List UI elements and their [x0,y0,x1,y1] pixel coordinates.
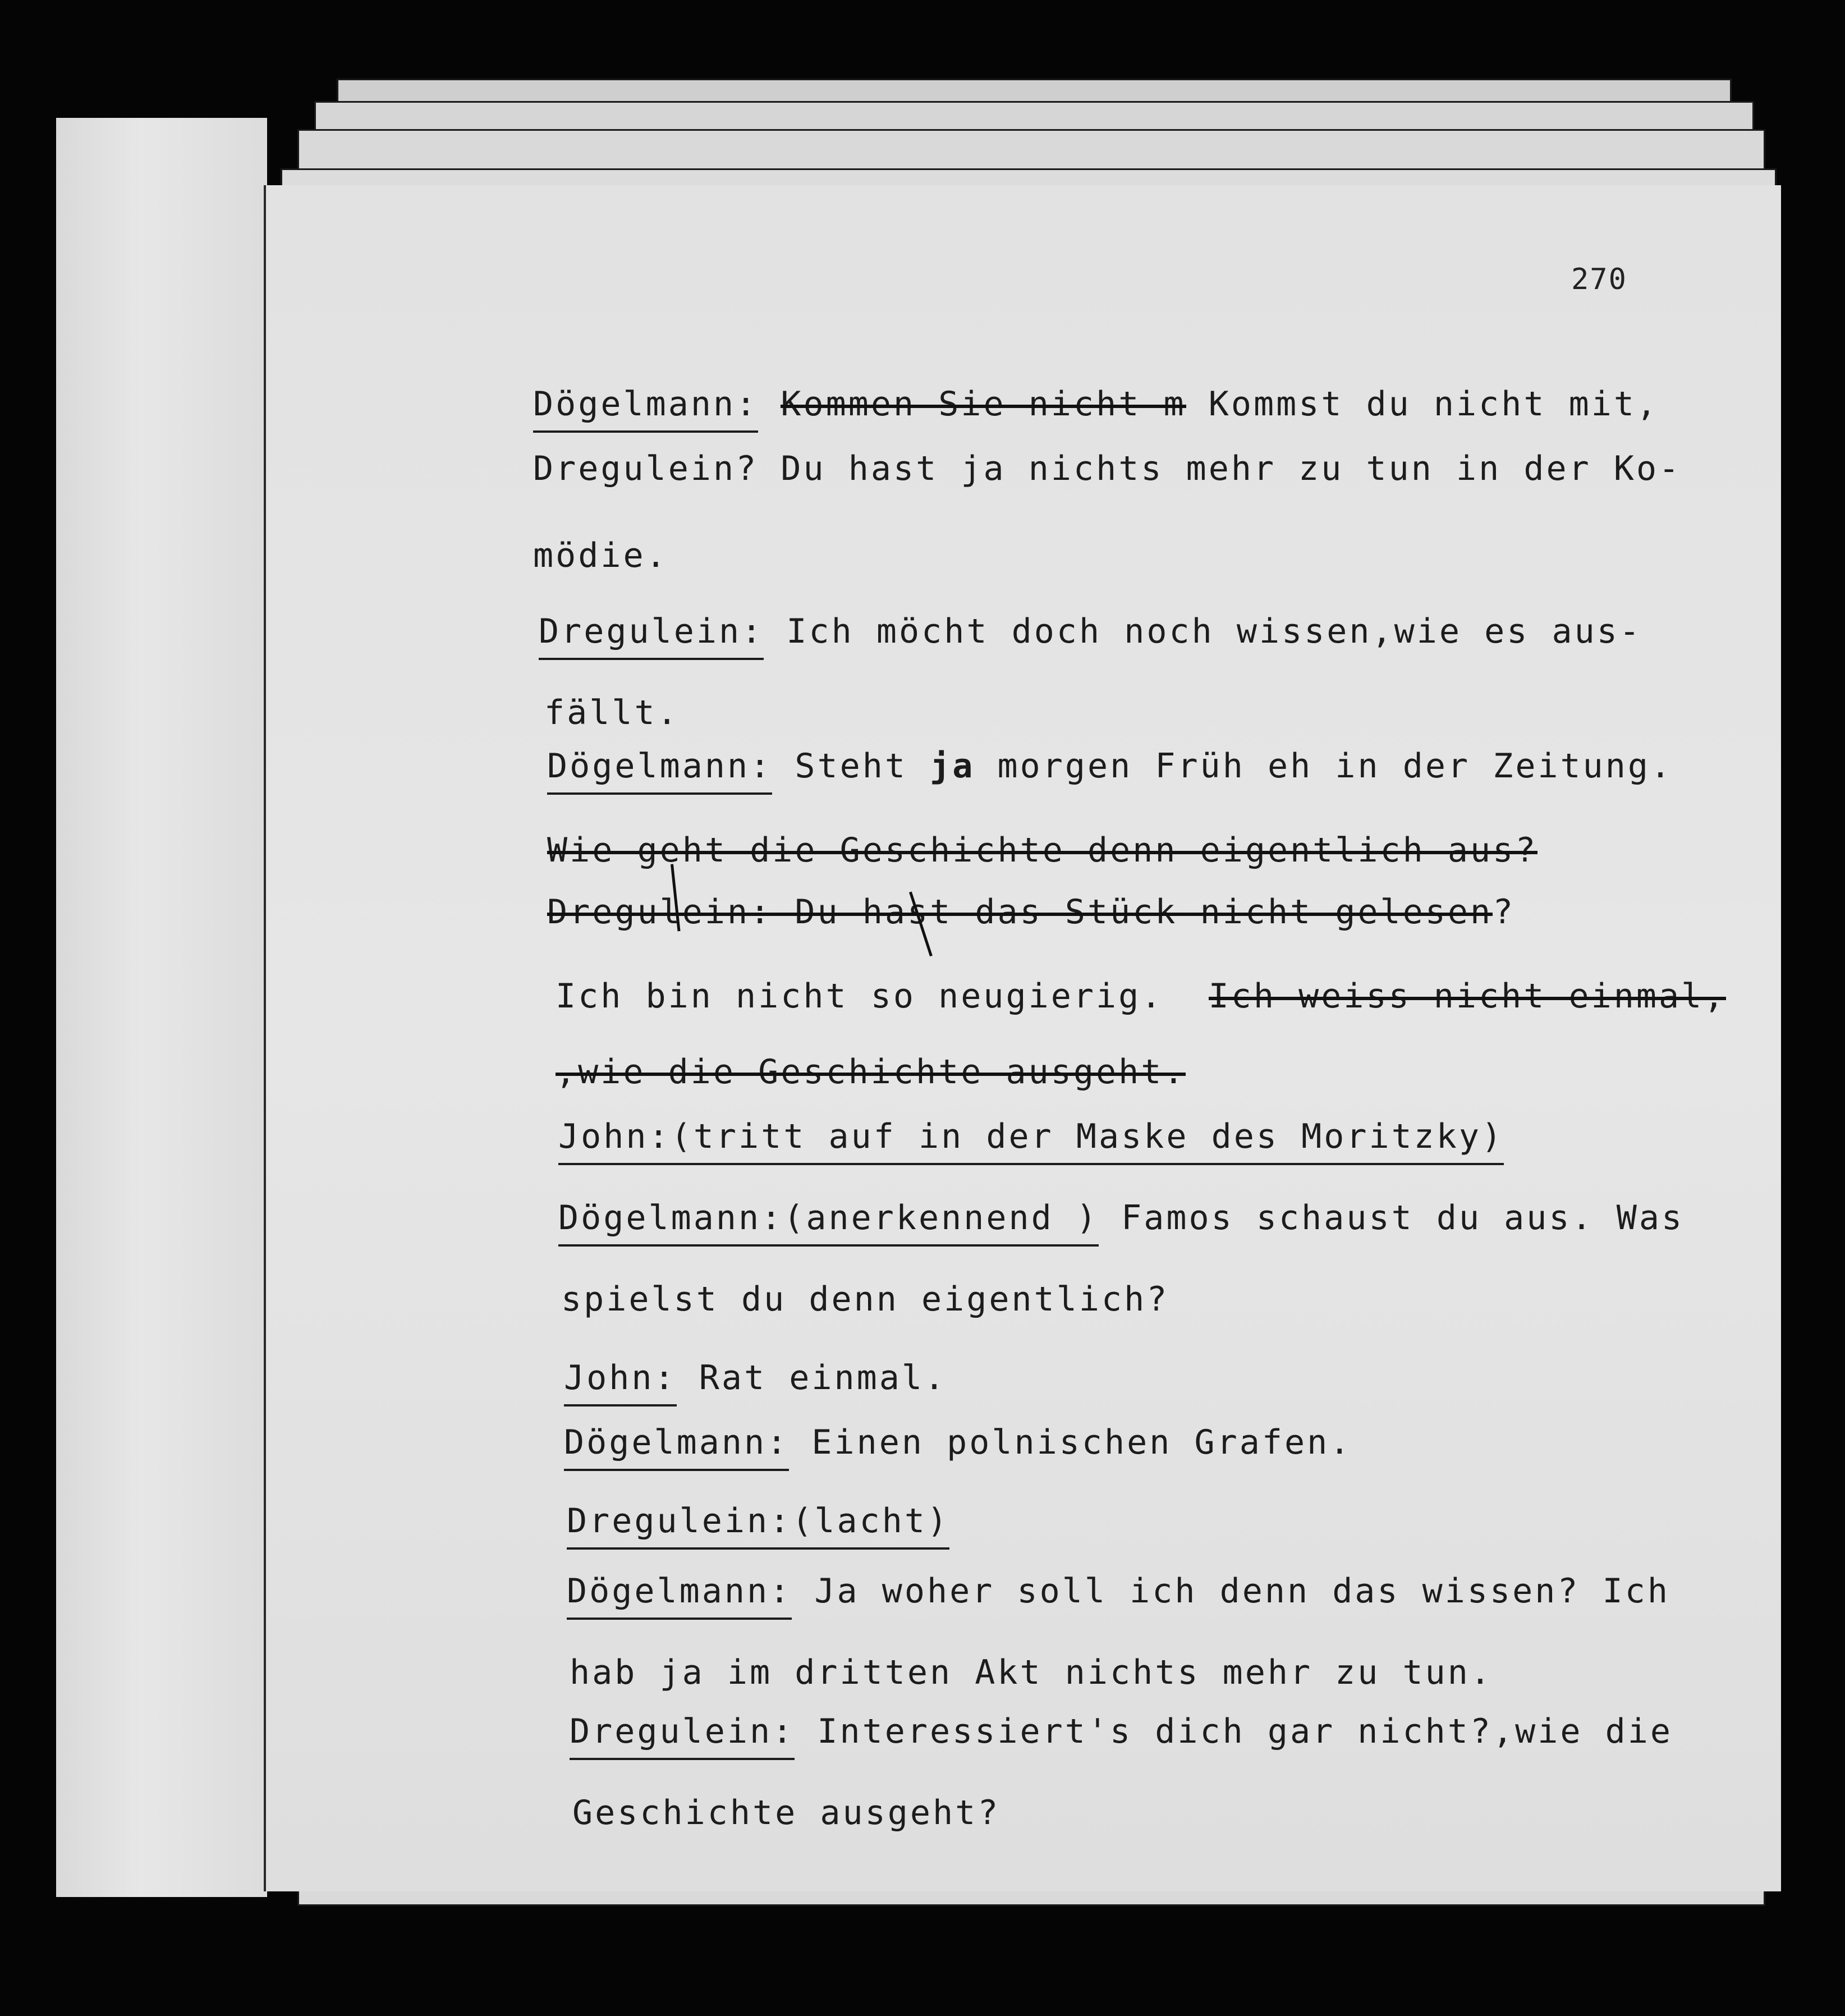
script-line [558,1198,1685,1238]
line-text: Interessiert's dich gar nicht?,wie die [795,1712,1673,1751]
line-text: Einen polnischen Grafen. [789,1423,1352,1462]
line-text: fällt. [544,693,680,732]
struck-text: Kommen Sie nicht m [781,384,1186,424]
script-line [533,449,1682,488]
stage-direction: (lacht) [792,1501,949,1550]
struck-text: Ich weiss nicht einmal, [1208,977,1727,1016]
struck-text: Dregulein: Du hast das Stück nicht gelesen [547,892,1493,932]
line-text: Ich möcht doch noch wissen,wie es aus- [764,612,1642,651]
page-number: 270 [1571,263,1627,296]
speaker-label: Dregulein: [567,1501,792,1550]
typescript-page [264,185,1781,1891]
speaker-label: Dregulein: [539,612,764,660]
script-line [561,1280,1169,1319]
line-text: Ja woher soll ich denn das wissen? Ich [792,1571,1670,1611]
script-line [558,1117,1504,1156]
speaker-label: Dögelmann: [564,1423,789,1471]
script-line [564,1423,1352,1462]
stage-direction: (tritt auf in der Maske des Moritzky) [671,1117,1504,1165]
speaker-label: Dögelmann: [547,746,772,795]
speaker-label: Dregulein: [570,1712,795,1760]
line-text: morgen Früh eh in der Zeitung. [975,746,1673,786]
line-text: Ich bin nicht so neugierig. [556,977,1209,1016]
script-line [547,892,1516,932]
line-text: spielst du denn eigentlich? [561,1280,1169,1319]
script-line [547,746,1673,786]
line-text: Dregulein? Du hast ja nichts mehr zu tun in der Ko- [533,449,1682,488]
script-line [533,384,1659,424]
paper-strip [56,118,267,1897]
speaker-label: Dögelmann: [567,1571,792,1620]
script-line [544,693,680,732]
line-text: Famos schaust du aus. Was [1098,1198,1685,1238]
struck-text: ,wie die Geschichte ausgeht. [556,1052,1186,1092]
stage-direction: (anerkennend ) [783,1198,1099,1247]
script-line [533,536,668,575]
script-line [547,831,1538,870]
script-line [572,1793,1000,1832]
speaker-label: John: [558,1117,671,1165]
struck-text: Wie geht die Geschichte denn eigentlich aus? [547,831,1538,870]
line-text: Rat einmal. [676,1358,947,1398]
speaker-label: Dögelmann: [558,1198,783,1247]
line-text: Geschichte ausgeht? [572,1793,1000,1832]
script-line [556,1052,1186,1092]
script-line [567,1571,1670,1611]
script-line [539,612,1642,651]
script-line [564,1358,947,1398]
speaker-label: Dögelmann: [533,384,758,433]
line-text: Steht [772,746,930,786]
typed-correction: ja [930,746,975,786]
script-line [570,1712,1673,1751]
speaker-label: John: [564,1358,677,1406]
line-text: mödie. [533,536,668,575]
line-text: Kommst du nicht mit, [1186,384,1659,424]
script-line [567,1501,950,1541]
script-line [570,1653,1493,1692]
line-text: hab ja im dritten Akt nichts mehr zu tun. [570,1653,1493,1692]
script-line [556,977,1727,1016]
line-text: ? [1493,892,1516,932]
